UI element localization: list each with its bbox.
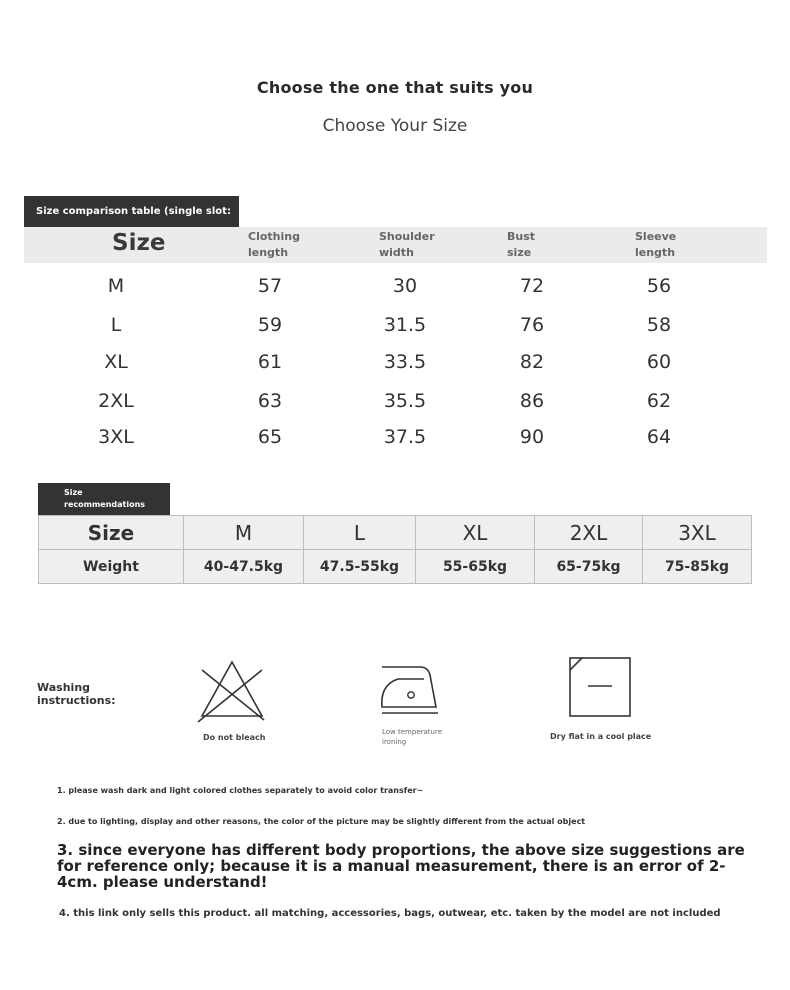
size-table-cell: 58 xyxy=(646,314,672,336)
size-table-cell: 76 xyxy=(519,314,545,336)
recommend-size-cell: L xyxy=(304,516,416,550)
size-row-label: 2XL xyxy=(98,390,134,412)
size-table-cell: 37.5 xyxy=(383,426,427,448)
size-table-cell: 33.5 xyxy=(383,351,427,373)
size-table-cell: 62 xyxy=(646,390,672,412)
col-header-sleeve-length xyxy=(635,229,676,261)
recommend-weight-label: Weight xyxy=(39,550,184,584)
recommend-size-cell: M xyxy=(184,516,304,550)
recommend-weight-cell: 40-47.5kg xyxy=(184,550,304,584)
dry-flat-caption: Dry flat in a cool place xyxy=(550,732,652,741)
recommend-size-row xyxy=(39,516,752,550)
recommend-size-cell: 2XL xyxy=(535,516,643,550)
low-iron-caption-line2: ironing xyxy=(382,738,407,746)
washing-label-line2: instructions: xyxy=(37,694,116,707)
col-header-line: Bust xyxy=(507,230,536,243)
no-bleach-icon xyxy=(196,658,268,724)
recommend-size-label: Size xyxy=(39,516,184,550)
recommend-table xyxy=(38,515,752,584)
no-bleach-caption: Do not bleach xyxy=(203,733,266,742)
dry-flat-icon xyxy=(568,656,632,718)
size-row-label: M xyxy=(107,275,125,297)
note-4: 4. this link only sells this product. all matching, accessories, bags, outwear, etc. taken by the model are not included xyxy=(59,908,721,919)
size-table-cell: 30 xyxy=(392,275,418,297)
size-table-cell: 63 xyxy=(257,390,283,412)
size-table-cell: 57 xyxy=(257,275,283,297)
col-header-line: length xyxy=(635,246,676,259)
size-table-cell: 60 xyxy=(646,351,672,373)
low-iron-caption xyxy=(382,727,442,747)
size-row-label: 3XL xyxy=(98,426,134,448)
recommend-weight-cell: 55-65kg xyxy=(416,550,535,584)
page-subtitle: Choose Your Size xyxy=(322,116,468,136)
recommend-size-cell: 3XL xyxy=(643,516,752,550)
page-title: Choose the one that suits you xyxy=(256,78,534,97)
size-table-tag: Size comparison table (single slot: xyxy=(24,196,239,227)
col-header-shoulder-width xyxy=(379,229,435,261)
size-row-label: XL xyxy=(104,351,128,373)
size-table-cell: 90 xyxy=(519,426,545,448)
col-header-line: Sleeve xyxy=(635,230,677,243)
size-table-cell: 82 xyxy=(519,351,545,373)
note-3: 3. since everyone has different body proportions, the above size suggestions are for reference only; because it is a manual measurement, there is an error of 2-4cm. please understand! xyxy=(57,841,745,891)
recommend-size-cell: XL xyxy=(416,516,535,550)
col-header-bust-size xyxy=(507,229,535,261)
size-table-cell: 35.5 xyxy=(383,390,427,412)
low-iron-icon xyxy=(378,655,440,717)
washing-label xyxy=(37,681,116,707)
recommend-tag xyxy=(38,483,170,515)
col-header-line: size xyxy=(507,246,532,259)
col-header-line: Shoulder xyxy=(379,230,435,243)
col-header-line: length xyxy=(248,246,289,259)
size-table-cell: 61 xyxy=(257,351,283,373)
size-column-header: Size xyxy=(112,230,166,256)
recommend-weight-cell: 65-75kg xyxy=(535,550,643,584)
washing-label-line1: Washing xyxy=(37,681,91,694)
recommend-weight-row xyxy=(39,550,752,584)
size-table-cell: 72 xyxy=(519,275,545,297)
note-1: 1. please wash dark and light colored clothes separately to avoid color transfer~ xyxy=(57,786,424,795)
recommend-tag-line1: Size xyxy=(64,488,83,497)
low-iron-caption-line1: Low temperature xyxy=(382,728,443,736)
size-table-cell: 59 xyxy=(257,314,283,336)
recommend-weight-cell: 47.5-55kg xyxy=(304,550,416,584)
col-header-line: Clothing xyxy=(248,230,300,243)
size-table-cell: 56 xyxy=(646,275,672,297)
size-table-cell: 31.5 xyxy=(383,314,427,336)
note-2: 2. due to lighting, display and other reasons, the color of the picture may be slightly different from the actual object xyxy=(57,817,586,826)
size-row-label: L xyxy=(110,314,122,336)
col-header-line: width xyxy=(379,246,414,259)
recommend-weight-cell: 75-85kg xyxy=(643,550,752,584)
recommend-tag-line2: recommendations xyxy=(64,500,146,509)
size-table-cell: 86 xyxy=(519,390,545,412)
size-table-cell: 65 xyxy=(257,426,283,448)
col-header-clothing-length xyxy=(248,229,300,261)
size-table-cell: 64 xyxy=(646,426,672,448)
